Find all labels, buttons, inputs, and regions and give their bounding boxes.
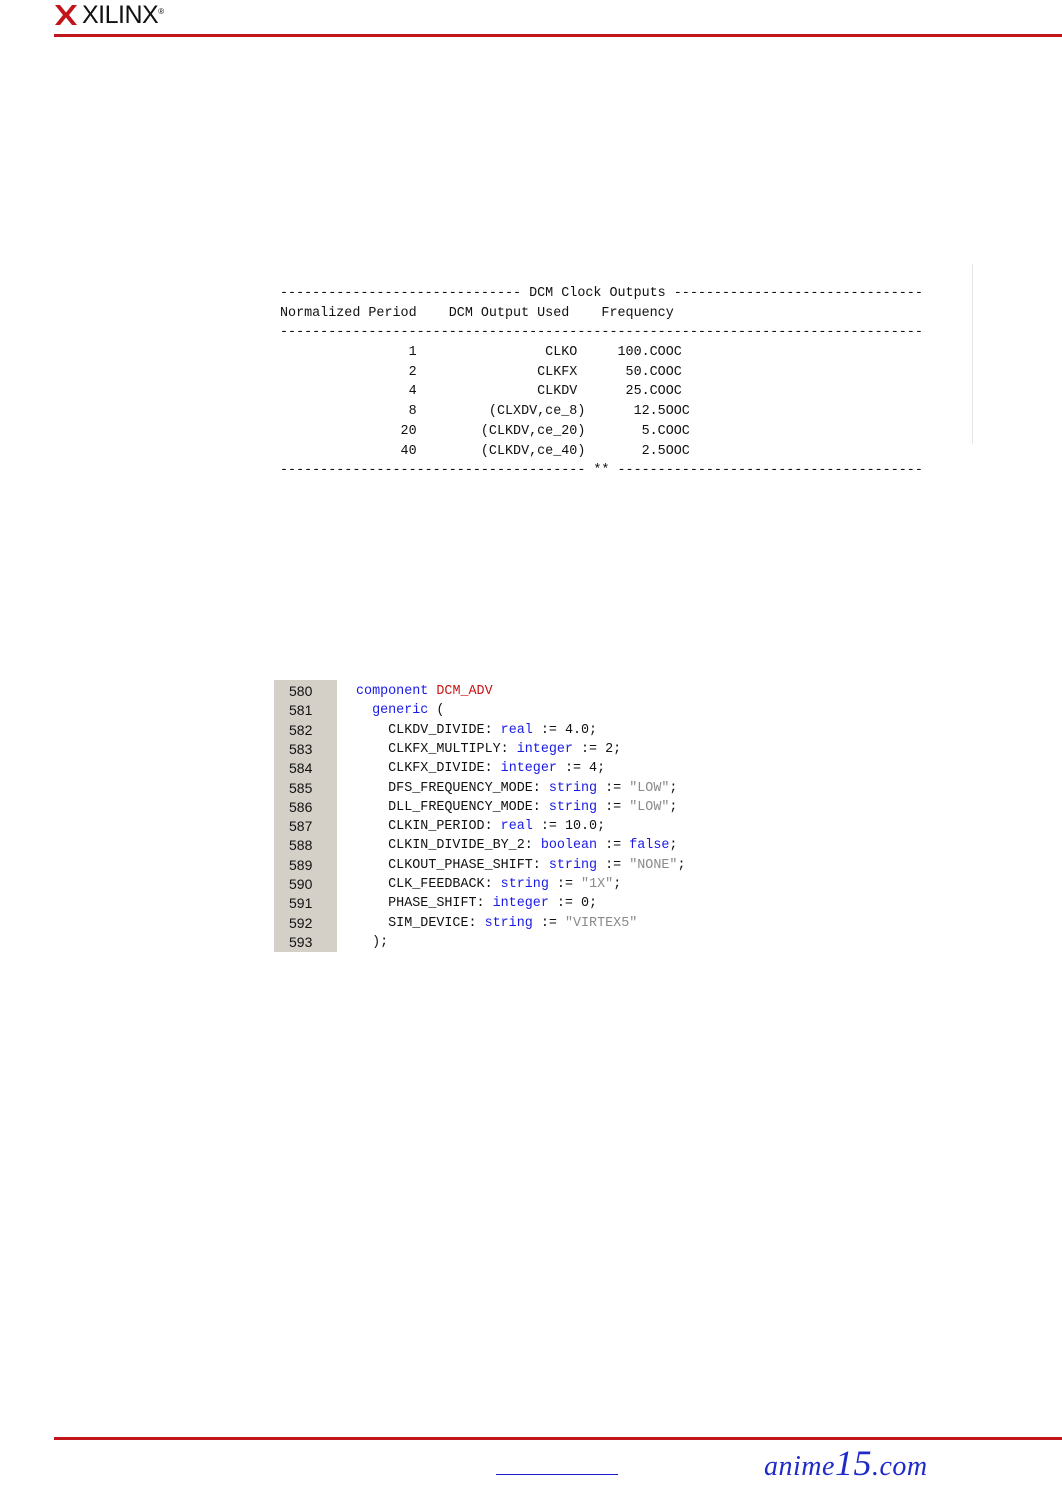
code-token [356, 703, 372, 718]
code-token: := 4; [556, 761, 606, 777]
code-text [356, 875, 621, 894]
code-token: "LOW" [629, 799, 670, 815]
table-line: 4 CLKDV 25.COOC [280, 384, 682, 400]
code-token: ( [428, 703, 445, 719]
table-line: 1 CLKO 100.COOC [280, 345, 682, 361]
code-token: := [597, 838, 630, 854]
code-text [356, 836, 677, 855]
code-token: := [548, 877, 582, 892]
line-number: 589 [289, 856, 313, 873]
line-number: 581 [289, 702, 313, 719]
code-text [356, 817, 605, 836]
code-token: integer [516, 741, 573, 757]
code-token: SIM_DEVICE: [356, 915, 485, 931]
line-number: 585 [289, 779, 313, 796]
code-token: := [597, 857, 630, 873]
table-divider [972, 264, 973, 444]
vhdl-code-listing [274, 680, 764, 952]
code-token: ; [613, 877, 622, 892]
code-token: component [356, 684, 429, 699]
logo-text: XILINX® [82, 0, 164, 29]
line-number: 586 [289, 798, 313, 815]
header-rule [54, 34, 1062, 37]
code-text [356, 721, 597, 740]
code-text [356, 740, 621, 759]
line-number: 583 [289, 740, 313, 757]
code-token: CLKIN_PERIOD: [356, 819, 501, 835]
code-token: := [597, 780, 630, 796]
line-number: 580 [289, 683, 313, 699]
code-token: string [548, 780, 598, 796]
code-token: generic [372, 703, 429, 719]
code-token: string [548, 857, 598, 873]
code-text [356, 856, 686, 875]
code-token: false [629, 838, 670, 854]
code-token: real [500, 722, 533, 738]
code-token: CLKDV_DIVIDE: [356, 722, 501, 738]
line-number: 587 [289, 818, 313, 835]
code-token: DFS_FREQUENCY_MODE: [356, 780, 549, 796]
dcm-clock-outputs-table [280, 254, 1020, 481]
line-number: 584 [289, 760, 313, 777]
code-text [356, 701, 444, 720]
code-token: "NONE" [629, 857, 678, 873]
code-token: ; [669, 799, 678, 815]
code-token: string [500, 877, 549, 892]
table-line: 2 CLKFX 50.COOC [280, 364, 682, 380]
code-token: "1X" [581, 877, 614, 892]
line-number: 590 [289, 876, 313, 892]
code-token: string [484, 915, 533, 931]
code-token: "VIRTEX5" [564, 915, 638, 931]
line-number: 593 [289, 933, 313, 950]
code-text [356, 933, 388, 952]
code-token: boolean [540, 838, 598, 854]
code-token: ; [669, 838, 678, 854]
table-line: 8 (CLXDV,ce_8) 12.5OOC [280, 404, 690, 420]
code-text [356, 894, 597, 913]
code-token: := [597, 799, 630, 815]
table-line: -------------------------------------- ** -------------------------------------- [280, 463, 923, 479]
code-text [356, 682, 493, 701]
code-token: "LOW" [629, 780, 670, 796]
xilinx-logo [54, 0, 164, 30]
table-line: ------------------------------ DCM Clock Outputs ------------------------------- [280, 286, 923, 301]
table-line: 20 (CLKDV,ce_20) 5.COOC [280, 423, 690, 439]
code-token: integer [492, 896, 549, 912]
code-token: := 0; [548, 896, 598, 912]
footer-link[interactable] [496, 1462, 618, 1475]
code-token: := 10.0; [532, 819, 606, 835]
code-token: CLK_FEEDBACK: [356, 877, 501, 892]
code-token: string [548, 799, 598, 815]
code-text [356, 798, 677, 817]
code-token: ); [356, 934, 389, 950]
xilinx-mark-icon [54, 3, 78, 27]
table-line: 40 (CLKDV,ce_40) 2.5OOC [280, 443, 690, 459]
code-token: CLKOUT_PHASE_SHIFT: [356, 857, 549, 873]
line-number: 588 [289, 837, 313, 854]
code-token: CLKIN_DIVIDE_BY_2: [356, 838, 541, 854]
footer-rule [54, 1437, 1062, 1440]
code-token: CLKFX_MULTIPLY: [356, 741, 517, 757]
code-text [356, 759, 605, 778]
table-line: -------------------------------------------------------------------------------- [280, 325, 923, 341]
code-token: CLKFX_DIVIDE: [356, 761, 501, 777]
line-number: 592 [289, 914, 313, 931]
watermark: anime15.com [764, 1443, 928, 1483]
code-token: DLL_FREQUENCY_MODE: [356, 799, 549, 815]
table-line: Normalized Period DCM Output Used Frequency [280, 305, 674, 321]
code-token: := 2; [572, 741, 622, 757]
code-token: := [532, 915, 565, 931]
line-number: 591 [289, 895, 313, 912]
code-token: := 4.0; [532, 722, 598, 738]
line-number: 582 [289, 721, 313, 738]
code-token: real [500, 819, 533, 835]
code-text [356, 779, 677, 798]
code-token: ; [677, 857, 686, 873]
code-token: integer [500, 761, 557, 777]
code-token: DCM_ADV [436, 684, 493, 699]
code-token: ; [669, 780, 678, 796]
code-token: PHASE_SHIFT: [356, 896, 493, 912]
code-text [356, 914, 637, 933]
